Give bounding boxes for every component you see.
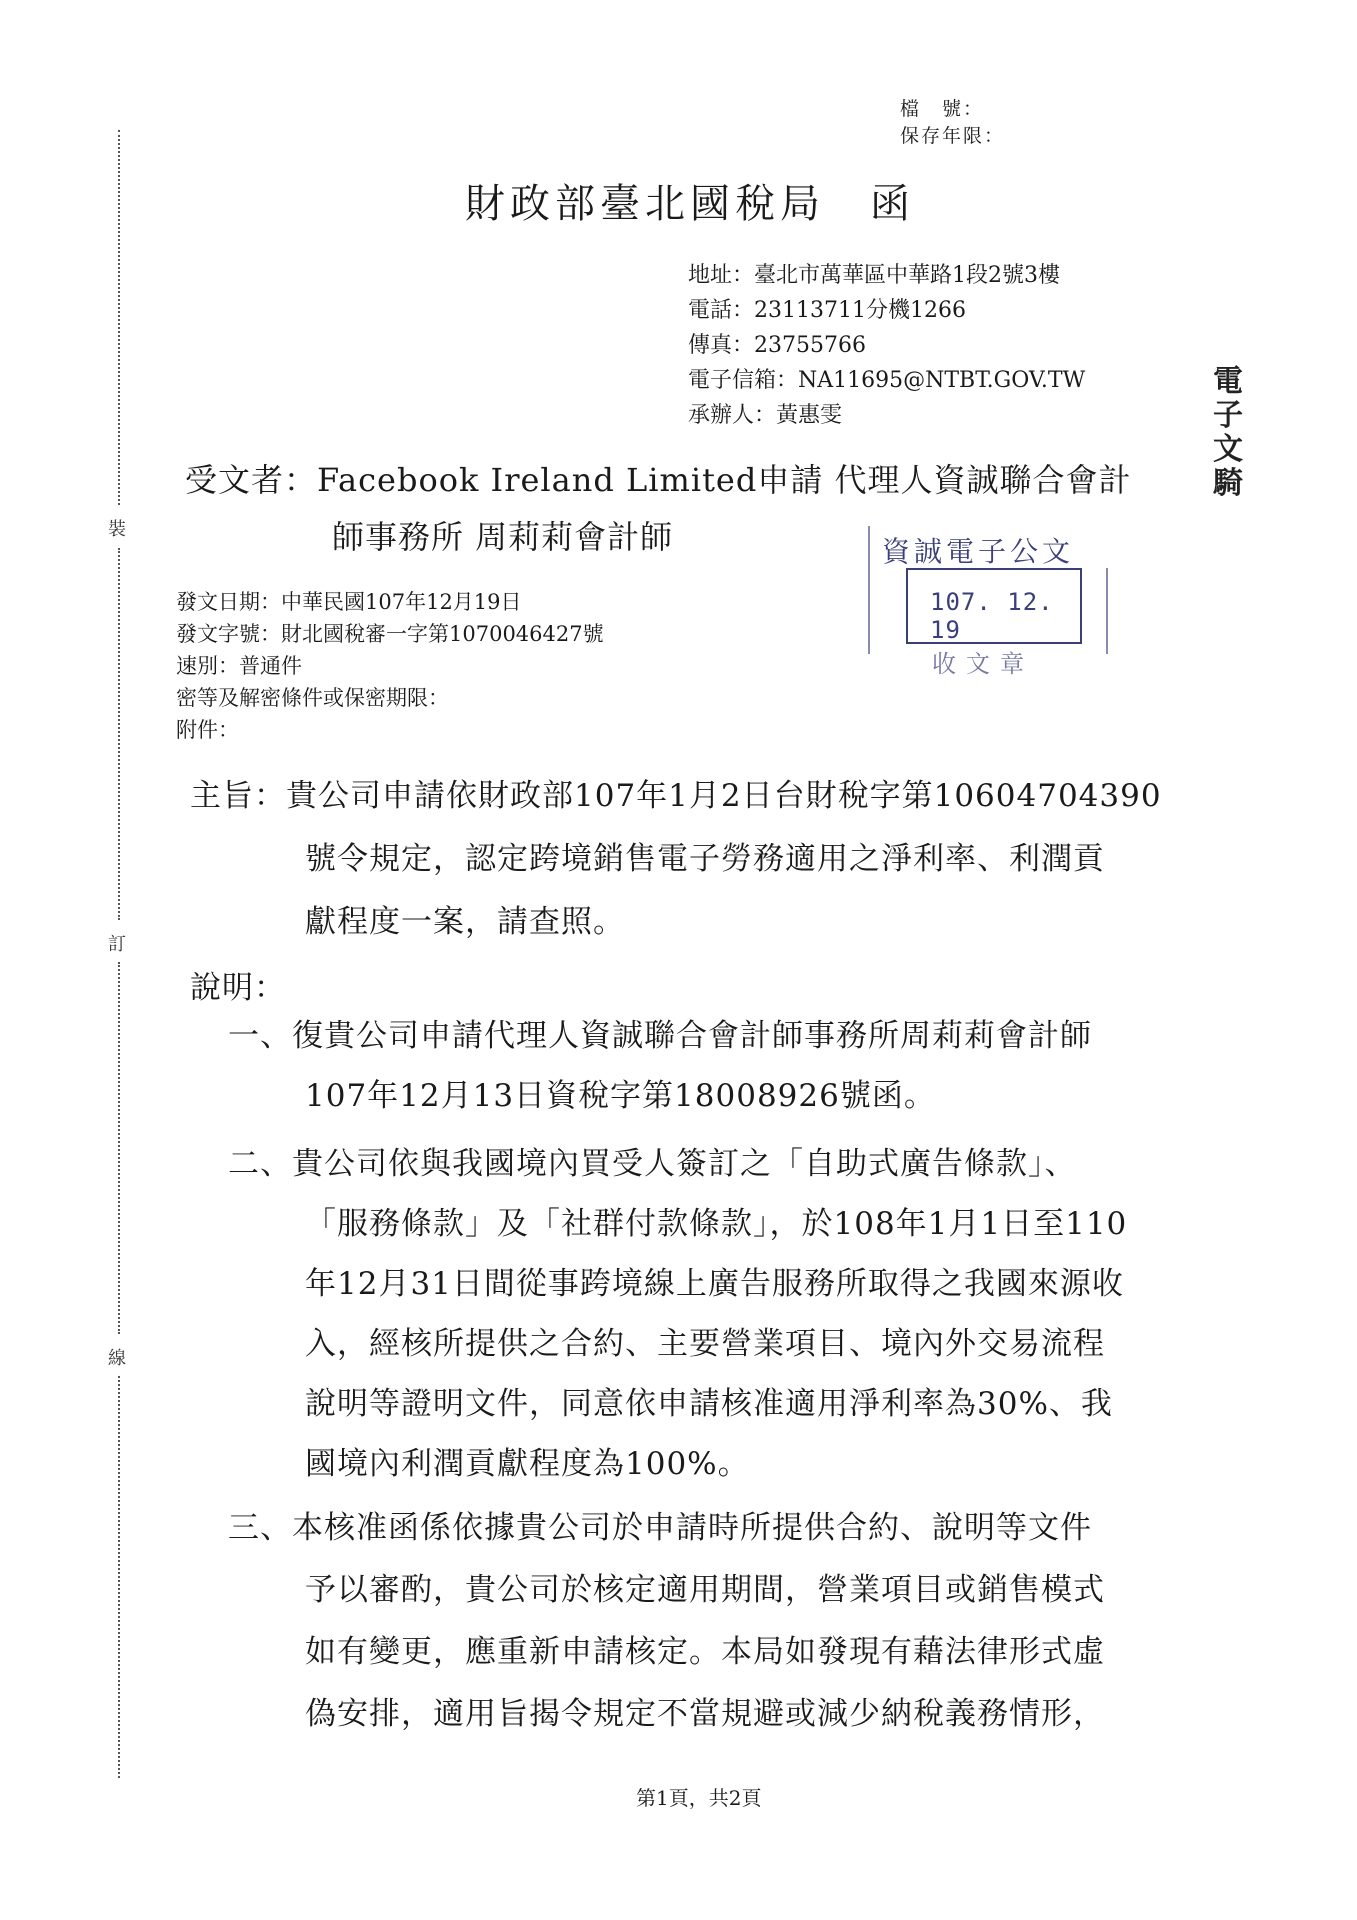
issue-number: 發文字號：財北國稅審一字第1070046427號	[176, 622, 604, 646]
recipient-line-2: 師事務所 周莉莉會計師	[332, 518, 674, 556]
binding-line-bottom	[118, 1376, 120, 1778]
binding-mark-ding: 訂	[108, 934, 126, 955]
stamp-date-box	[906, 568, 1082, 644]
contact-block	[688, 258, 1085, 433]
file-meta	[900, 96, 1005, 150]
item-2-line-6: 國境內利潤貢獻程度為100%。	[305, 1446, 750, 1482]
stamp-title: 資誠電子公文	[882, 535, 1075, 568]
contact-email: 電子信箱：NA11695@NTBT.GOV.TW	[688, 368, 1086, 393]
item-3-line-2: 予以審酌，貴公司於核定適用期間，營業項目或銷售模式	[305, 1572, 1105, 1608]
binding-line-top	[118, 130, 120, 505]
stamp-date: 107. 12. 19	[930, 588, 1054, 644]
recipient-line-1: 受文者：Facebook Ireland Limited申請 代理人資誠聯合會計	[185, 461, 1132, 499]
binding-line-middle-1	[118, 548, 120, 920]
edge-seal-text: 電子文騎	[1213, 364, 1243, 501]
subject-line-1: 主旨：貴公司申請依財政部107年1月2日台財稅字第10604704390	[190, 778, 1162, 814]
item-3-line-3: 如有變更，應重新申請核定。本局如發現有藉法律形式虛	[305, 1634, 1105, 1670]
contact-phone: 電話：23113711分機1266	[688, 298, 966, 323]
item-2-line-5: 說明等證明文件，同意依申請核准適用淨利率為30%、我	[305, 1386, 1113, 1422]
received-stamp	[868, 522, 1110, 678]
contact-handler: 承辦人：黃惠雯	[688, 403, 843, 428]
item-2-line-3: 年12月31日間從事跨境線上廣告服務所取得之我國來源收	[305, 1266, 1124, 1302]
page-number: 第1頁，共2頁	[636, 1786, 762, 1810]
item-2-line-1: 二、貴公司依與我國境內買受人簽訂之「自助式廣告條款」、	[228, 1146, 1077, 1182]
item-2-line-2: 「服務條款」及「社群付款條款」，於108年1月1日至110	[305, 1206, 1128, 1242]
attachments: 附件：	[176, 718, 239, 742]
item-1-line-2: 107年12月13日資稅字第18008926號函。	[305, 1078, 936, 1114]
retention-label: 保存年限：	[900, 125, 1006, 147]
stamp-edge-left	[868, 526, 870, 654]
item-3-line-4: 偽安排，適用旨揭令規定不當規避或減少納稅義務情形，	[305, 1696, 1105, 1732]
document-title: 財政部臺北國稅局 函	[465, 181, 915, 227]
issue-date: 發文日期：中華民國107年12月19日	[176, 590, 522, 614]
document-info	[176, 586, 604, 746]
item-3-line-1: 三、本核准函係依據貴公司於申請時所提供合約、說明等文件	[228, 1510, 1092, 1546]
contact-address: 地址：臺北市萬華區中華路1段2號3樓	[688, 263, 1060, 288]
binding-mark-xian: 線	[108, 1348, 126, 1369]
contact-fax: 傳真：23755766	[688, 333, 866, 358]
secrecy-level: 密等及解密條件或保密期限：	[176, 686, 449, 710]
stamp-edge-right	[1106, 568, 1108, 654]
binding-mark-zhuang: 裝	[108, 519, 126, 540]
subject-line-3: 獻程度一案，請查照。	[305, 904, 625, 940]
speed-class: 速別：普通件	[176, 654, 302, 678]
explanation-label: 說明：	[190, 970, 286, 1006]
binding-line-middle-2	[118, 962, 120, 1334]
stamp-footer: 收文章	[932, 650, 1034, 678]
edge-seal	[1213, 364, 1273, 501]
file-number-label: 檔 號：	[900, 98, 985, 120]
item-2-line-4: 入，經核所提供之合約、主要營業項目、境內外交易流程	[305, 1326, 1105, 1362]
subject-line-2: 號令規定，認定跨境銷售電子勞務適用之淨利率、利潤貢	[305, 841, 1105, 877]
item-1-line-1: 一、復貴公司申請代理人資誠聯合會計師事務所周莉莉會計師	[228, 1018, 1092, 1054]
